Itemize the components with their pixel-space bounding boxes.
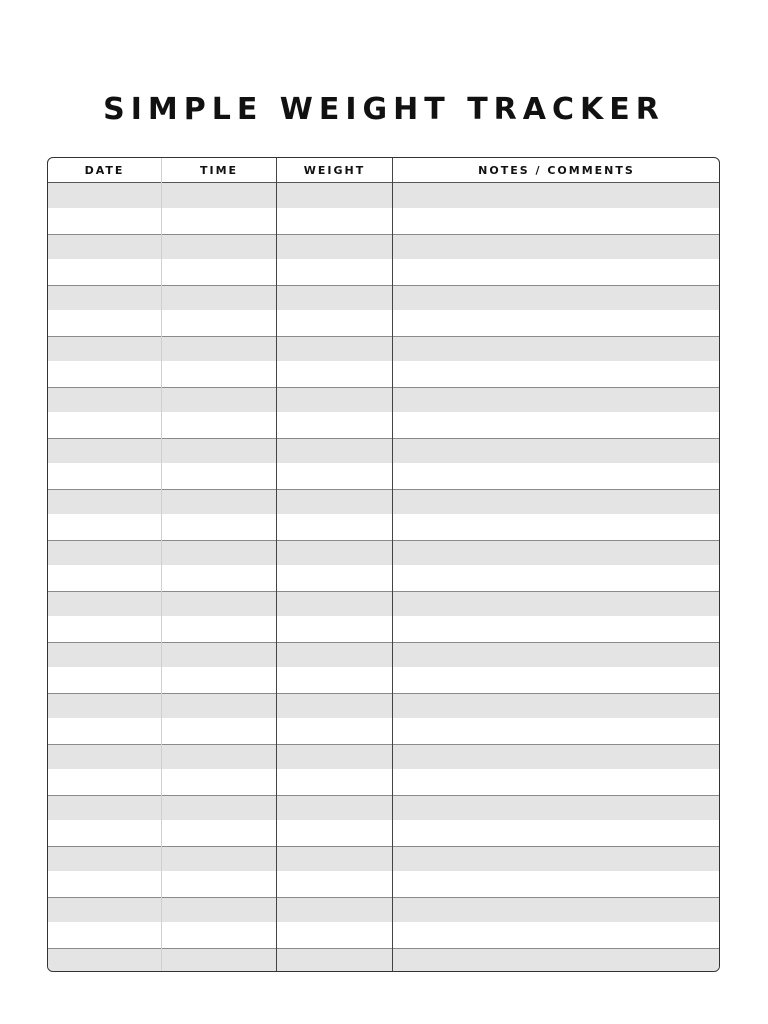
table-row [48, 463, 719, 488]
table-row [48, 846, 719, 871]
column-divider-date-time [161, 158, 162, 971]
table-row [48, 387, 719, 412]
table-row [48, 514, 719, 539]
table-row [48, 540, 719, 565]
table-row [48, 616, 719, 641]
table-row [48, 948, 719, 972]
table-row [48, 769, 719, 794]
weight-log-table [47, 157, 720, 972]
table-row [48, 795, 719, 820]
column-header-time: TIME [199, 164, 239, 177]
table-row [48, 285, 719, 310]
table-row [48, 667, 719, 692]
table-row [48, 897, 719, 922]
table-row [48, 565, 719, 590]
table-row [48, 208, 719, 233]
table-header [48, 158, 719, 183]
table-row [48, 361, 719, 386]
column-header-weight: WEIGHT [303, 164, 366, 177]
table-row [48, 642, 719, 667]
table-row [48, 820, 719, 845]
table-body [48, 183, 719, 972]
column-header-notes: NOTES / COMMENTS [478, 164, 635, 177]
table-row [48, 718, 719, 743]
column-header-date: DATE [84, 164, 125, 177]
table-row [48, 871, 719, 896]
table-row [48, 259, 719, 284]
column-divider-weight-notes [392, 158, 393, 971]
table-row [48, 591, 719, 616]
table-row [48, 438, 719, 463]
table-row [48, 744, 719, 769]
column-divider-time-weight [276, 158, 277, 971]
table-row [48, 310, 719, 335]
table-row [48, 693, 719, 718]
table-row [48, 336, 719, 361]
table-row [48, 183, 719, 208]
table-row [48, 922, 719, 947]
table-row [48, 234, 719, 259]
page-title: SIMPLE WEIGHT TRACKER [103, 92, 665, 127]
table-row [48, 412, 719, 437]
table-row [48, 489, 719, 514]
